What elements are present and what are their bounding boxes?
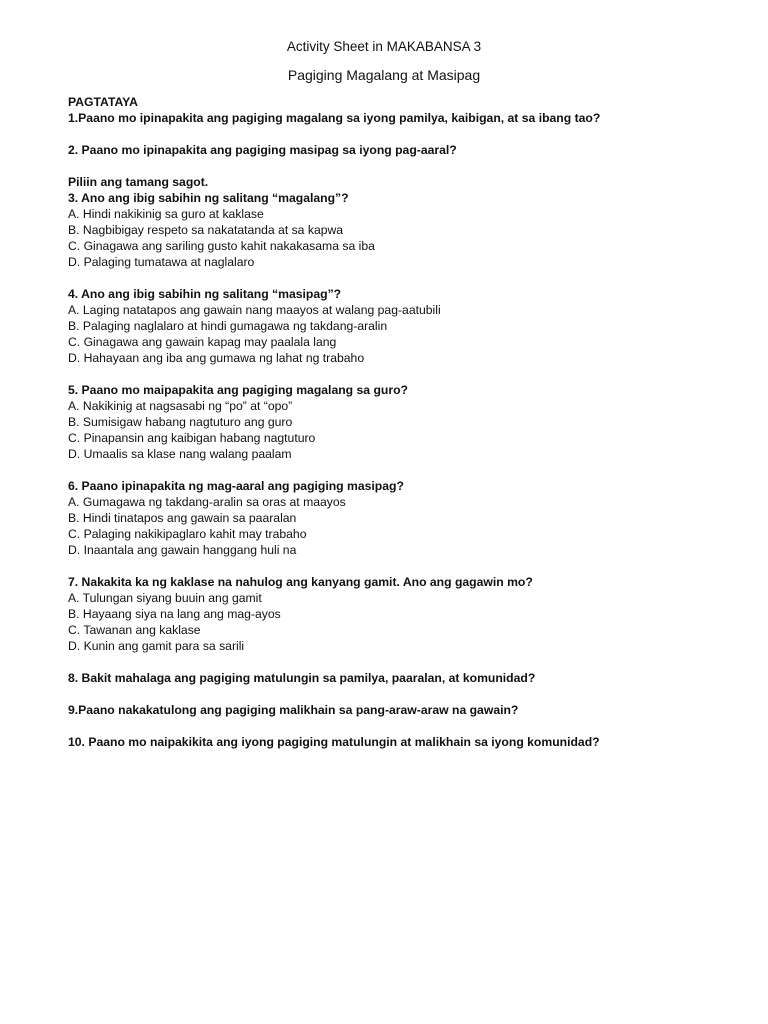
q6-choice-a: A. Gumagawa ng takdang-aralin sa oras at maayos (68, 495, 346, 509)
spacer (68, 126, 748, 142)
q3-choice-a: A. Hindi nakikinig sa guro at kaklase (68, 207, 264, 221)
question-7: 7. Nakakita ka ng kaklase na nahulog ang kanyang gamit. Ano ang gagawin mo? (68, 575, 533, 589)
q7-choice-a: A. Tulungan siyang buuin ang gamit (68, 591, 262, 605)
question-5: 5. Paano mo maipapakita ang pagiging magalang sa guro? (68, 383, 408, 397)
q6-choice-b: B. Hindi tinatapos ang gawain sa paaralan (68, 511, 297, 525)
question-10: 10. Paano mo naipakikita ang iyong pagiging matulungin at malikhain sa iyong komunidad? (68, 735, 600, 749)
q7-choice-b: B. Hayaang siya na lang ang mag-ayos (68, 607, 281, 621)
q5-choice-a: A. Nakikinig at nagsasabi ng “po” at “opo” (68, 399, 293, 413)
q4-choice-c: C. Ginagawa ang gawain kapag may paalala lang (68, 335, 337, 349)
q3-choice-c: C. Ginagawa ang sariling gusto kahit nakakasama sa iba (68, 239, 375, 253)
q4-choice-a: A. Laging natatapos ang gawain nang maayos at walang pag-aatubili (68, 303, 441, 317)
q4-choice-b: B. Palaging naglalaro at hindi gumagawa ng takdang-aralin (68, 319, 388, 333)
spacer (68, 718, 748, 734)
q5-choice-c: C. Pinapansin ang kaibigan habang nagtuturo (68, 431, 316, 445)
question-8: 8. Bakit mahalaga ang pagiging matulungin sa pamilya, paaralan, at komunidad? (68, 671, 536, 685)
q6-choice-d: D. Inaantala ang gawain hanggang huli na (68, 543, 297, 557)
q3-choice-b: B. Nagbibigay respeto sa nakatatanda at sa kapwa (68, 223, 344, 237)
q5-choice-d: D. Umaalis sa klase nang walang paalam (68, 447, 292, 461)
spacer (68, 462, 748, 478)
spacer (68, 158, 748, 174)
q6-choice-c: C. Palaging nakikipaglaro kahit may trabaho (68, 527, 307, 541)
document-subtitle: Pagiging Magalang at Masipag (287, 67, 481, 83)
question-4: 4. Ano ang ibig sabihin ng salitang “masipag”? (68, 287, 342, 301)
question-2: 2. Paano mo ipinapakita ang pagiging masipag sa iyong pag-aaral? (68, 143, 457, 157)
q4-choice-d: D. Hahayaan ang iba ang gumawa ng lahat ng trabaho (68, 351, 365, 365)
assessment-content (68, 94, 748, 750)
q7-choice-d: D. Kunin ang gamit para sa sarili (68, 639, 245, 653)
spacer (68, 686, 748, 702)
q5-choice-b: B. Sumisigaw habang nagtuturo ang guro (68, 415, 293, 429)
spacer (68, 270, 748, 286)
question-1: 1.Paano mo ipinapakita ang pagiging magalang sa iyong pamilya, kaibigan, at sa ibang tao? (68, 111, 601, 125)
q7-choice-c: C. Tawanan ang kaklase (68, 623, 201, 637)
question-3: 3. Ano ang ibig sabihin ng salitang “magalang”? (68, 191, 349, 205)
q3-choice-d: D. Palaging tumatawa at naglalaro (68, 255, 255, 269)
instruction: Piliin ang tamang sagot. (68, 175, 209, 189)
spacer (68, 654, 748, 670)
document-title: Activity Sheet in MAKABANSA 3 (286, 39, 482, 54)
spacer (68, 558, 748, 574)
question-6: 6. Paano ipinapakita ng mag-aaral ang pagiging masipag? (68, 479, 404, 493)
spacer (68, 366, 748, 382)
section-label: PAGTATAYA (68, 95, 138, 109)
question-9: 9.Paano nakakatulong ang pagiging malikhain sa pang-araw-araw na gawain? (68, 703, 519, 717)
